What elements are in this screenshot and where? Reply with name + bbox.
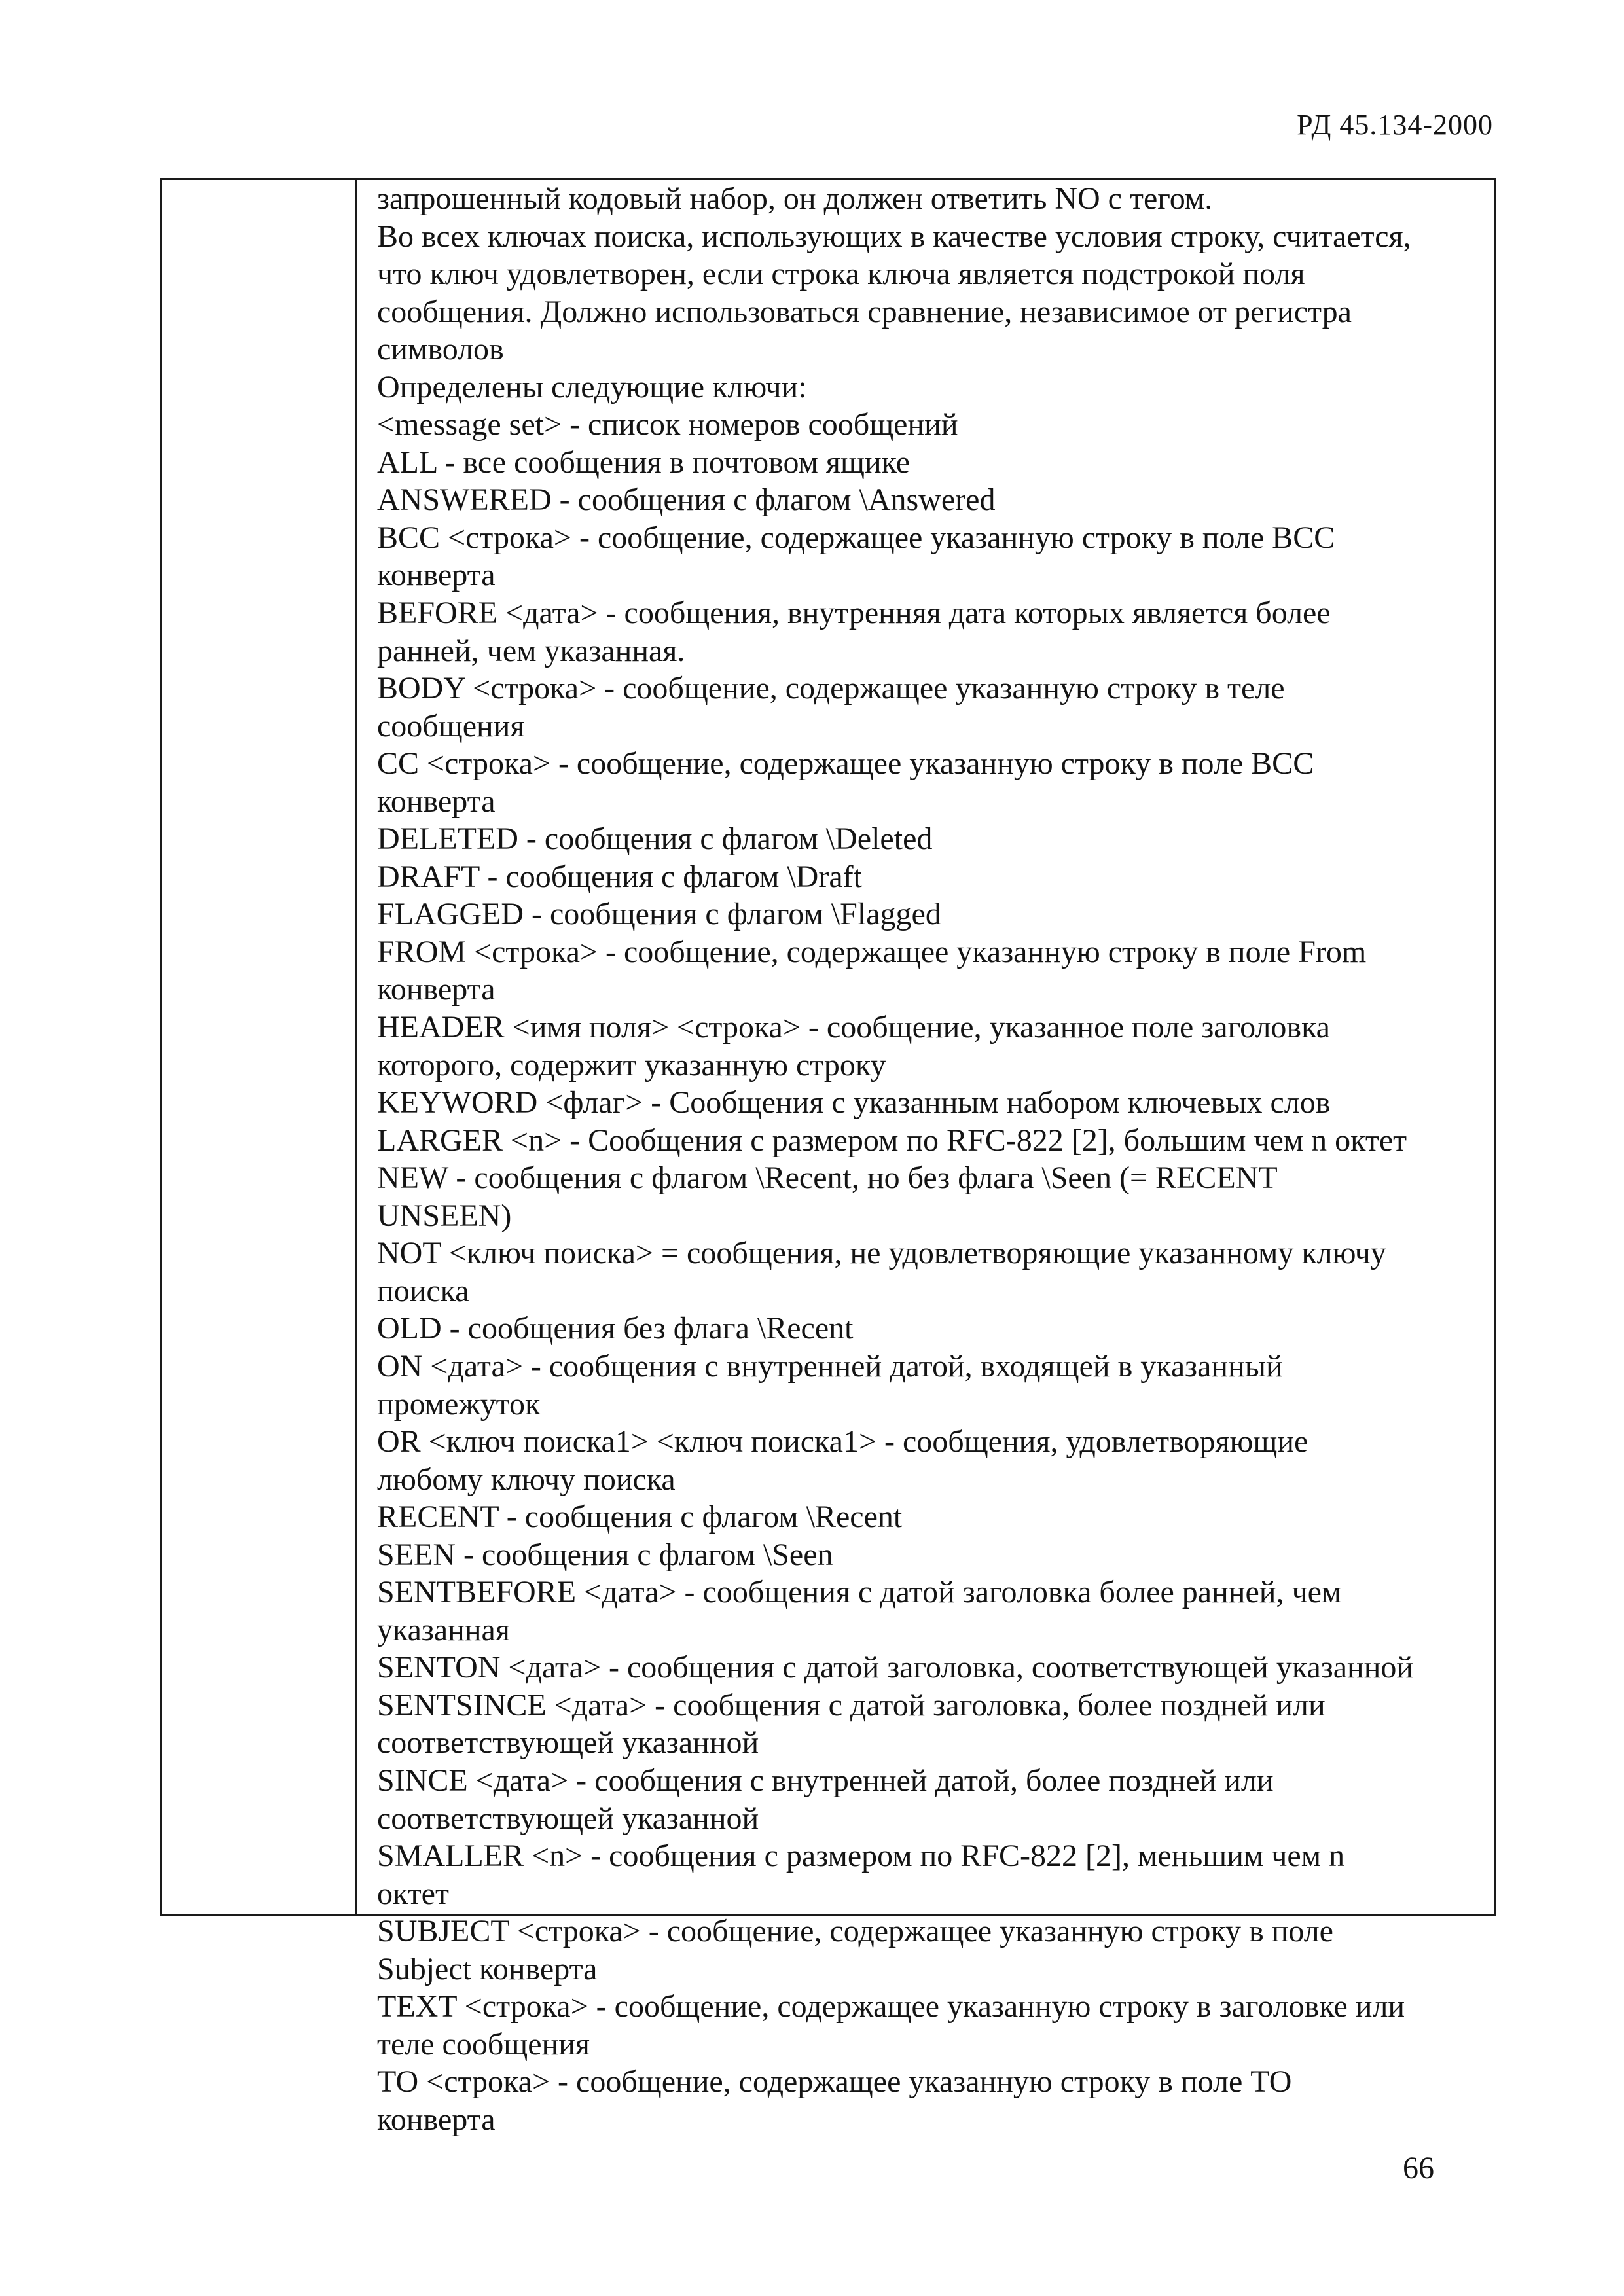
text-line: Во всех ключах поиска, использующих в качестве условия строку, считается, (377, 219, 1411, 254)
text-line: NOT <ключ поиска> = сообщения, не удовлетворяющие указанному ключу (377, 1236, 1386, 1271)
text-line: конверта (377, 783, 496, 819)
text-line: сообщения (377, 708, 525, 744)
text-line: OR <ключ поиска1> <ключ поиска1> - сообщения, удовлетворяющие (377, 1424, 1308, 1460)
column-divider (355, 180, 357, 1914)
text-line: SUBJECT <строка> - сообщение, содержащее указанную строку в поле (377, 1914, 1333, 1949)
text-line: SEEN - сообщения с флагом \Seen (377, 1537, 833, 1572)
text-line: DELETED - сообщения с флагом \Deleted (377, 821, 933, 857)
left-column-cell (162, 180, 355, 1914)
text-line: Определены следующие ключи: (377, 369, 807, 404)
text-line: ALL - все сообщения в почтовом ящике (377, 444, 911, 480)
text-line: которого, содержит указанную строку (377, 1047, 886, 1083)
text-line: соответствующей указанной (377, 1725, 759, 1761)
text-line: SENTBEFORE <дата> - сообщения с датой заголовка более ранней, чем (377, 1575, 1342, 1610)
content-table (160, 178, 1496, 2137)
text-line: конверта (377, 558, 496, 593)
text-line: RECENT - сообщения с флагом \Recent (377, 1499, 903, 1535)
text-line: ранней, чем указанная. (377, 633, 685, 668)
text-line: NEW - сообщения с флагом \Recent, но без флага \Seen (= RECENT (377, 1160, 1278, 1196)
text-line: UNSEEN) (377, 1198, 512, 1233)
text-line: ON <дата> - сообщения с внутренней датой, входящей в указанный (377, 1348, 1283, 1384)
text-line: символов (377, 332, 504, 367)
text-line: TO <строка> - сообщение, содержащее указанную строку в поле TO (377, 2064, 1292, 2100)
text-line: DRAFT - сообщения с флагом \Draft (377, 859, 862, 894)
text-line: что ключ удовлетворен, если строка ключа является подстрокой поля (377, 257, 1305, 292)
text-line: KEYWORD <флаг> - Сообщения с указанным набором ключевых слов (377, 1085, 1331, 1121)
text-line: BEFORE <дата> - сообщения, внутренняя дата которых является более (377, 596, 1331, 631)
text-line: SMALLER <n> - сообщения с размером по RFC-822 [2], меньшим чем n (377, 1839, 1345, 1874)
text-line: поиска (377, 1273, 469, 1308)
text-line: промежуток (377, 1386, 541, 1422)
text-line: OLD - сообщения без флага \Recent (377, 1311, 854, 1346)
text-line: SENTSINCE <дата> - сообщения с датой заголовка, более поздней или (377, 1687, 1326, 1723)
text-line: TEXT <строка> - сообщение, содержащее указанную строку в заголовке или (377, 1989, 1405, 2024)
text-line: указанная (377, 1612, 510, 1647)
text-line: SENTON <дата> - сообщения с датой заголовка, соответствующей указанной (377, 1650, 1414, 1685)
text-line: SINCE <дата> - сообщения с внутренней датой, более поздней или (377, 1763, 1274, 1798)
text-line: конверта (377, 2102, 496, 2137)
text-line: <message set> - список номеров сообщений (377, 407, 958, 442)
text-line: LARGER <n> - Сообщения с размером по RFC-822 [2], большим чем n октет (377, 1122, 1407, 1158)
text-line: октет (377, 1876, 449, 1911)
text-line: соответствующей указанной (377, 1801, 759, 1836)
text-line: сообщения. Должно использоваться сравнение, независимое от регистра (377, 294, 1352, 329)
text-line: CC <строка> - сообщение, содержащее указанную строку в поле BCC (377, 746, 1314, 781)
text-line: BCC <строка> - сообщение, содержащее указанную строку в поле BCC (377, 520, 1335, 555)
search-keys-description-cell (377, 180, 1489, 2137)
text-line: теле сообщения (377, 2026, 590, 2062)
text-line: BODY <строка> - сообщение, содержащее указанную строку в теле (377, 671, 1285, 706)
document-code: РД 45.134-2000 (1297, 109, 1493, 141)
text-line: FROM <строка> - сообщение, содержащее указанную строку в поле From (377, 934, 1367, 969)
text-line: ANSWERED - сообщения с флагом \Answered (377, 482, 996, 518)
text-line: Subject конверта (377, 1951, 598, 1986)
text-line: любому ключу поиска (377, 1462, 676, 1497)
text-line: HEADER <имя поля> <строка> - сообщение, указанное поле заголовка (377, 1010, 1330, 1045)
page-number: 66 (1403, 2151, 1434, 2185)
text-line: запрошенный кодовый набор, он должен ответить NO с тегом. (377, 181, 1213, 216)
text-line: FLAGGED - сообщения с флагом \Flagged (377, 897, 941, 932)
text-line: конверта (377, 972, 496, 1007)
